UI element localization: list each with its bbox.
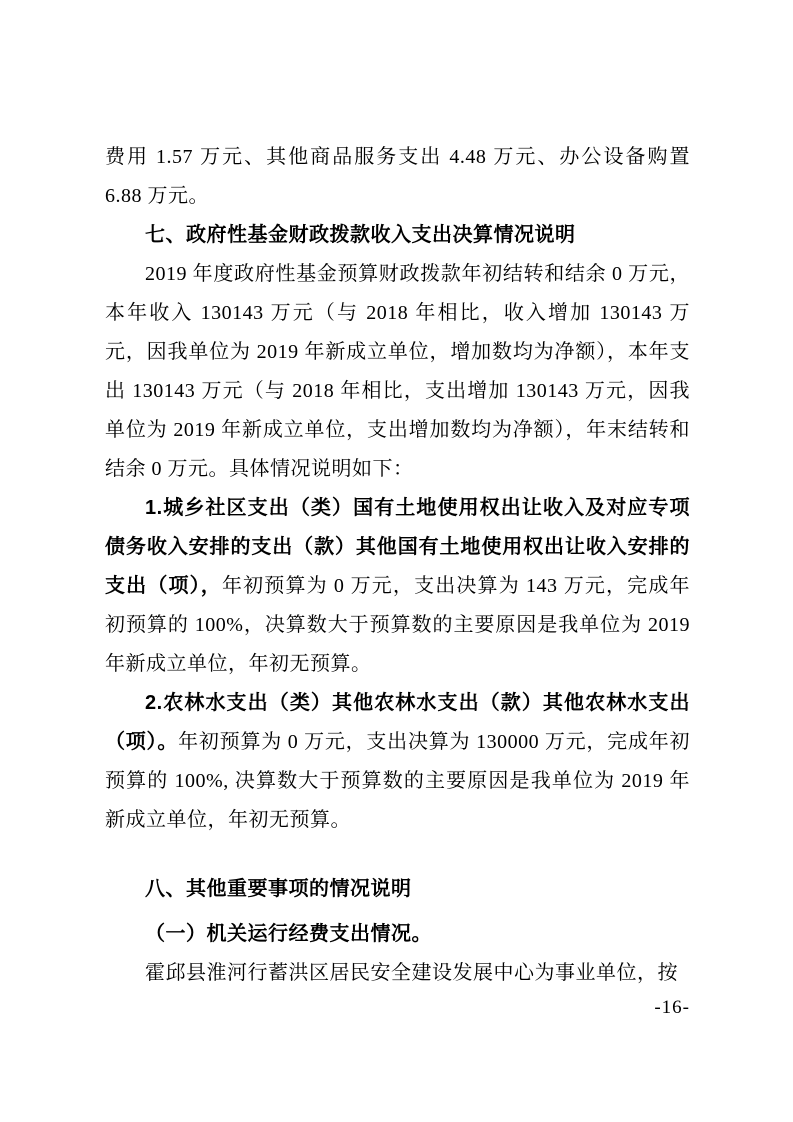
item-2-body: 年初预算为 0 万元，支出决算为 130000 万元，完成年初预算的 100%, 决算数大于预算数的主要原因是我单位为 2019 年新成立单位，年初无预算。	[105, 731, 691, 831]
item-1-paragraph	[105, 489, 690, 684]
page-number: -16-	[654, 997, 690, 1018]
item-1-title: 1.城乡社区支出（类）国有土地使用权出让收入及对应专项债务收入安排的支出（款）其他国有土地使用权出让收入安排的支出（项），	[105, 497, 690, 597]
carryover-paragraph: 费用 1.57 万元、其他商品服务支出 4.48 万元、办公设备购置 6.88 万元。	[105, 146, 690, 207]
item-2-paragraph	[105, 684, 690, 840]
item-1-body: 年初预算为 0 万元，支出决算为 143 万元，完成年初预算的 100%，决算数大于预算数的主要原因是我单位为 2019 年新成立单位，年初无预算。	[105, 575, 691, 675]
section-8-heading: 八、其他重要事项的情况说明	[145, 878, 412, 900]
section-8-1-paragraph: 霍邱县淮河行蓄洪区居民安全建设发展中心为事业单位，按	[145, 962, 678, 984]
section-8-1-subheading: （一）机关运行经费支出情况。	[145, 923, 432, 945]
item-2-title: 2.农林水支出（类）其他农林水支出（款）其他农林水支出（项）。	[105, 692, 690, 753]
section-7-paragraph: 2019 年度政府性基金预算财政拨款年初结转和结余 0 万元，本年收入 130143 万元（与 2018 年相比，收入增加 130143 万元，因我单位为 2019 年新成立单位，增加数均为净额），本年支出 130143 万元（与 2018 年相比，支出增加 130143 万元，因我单位为 2019 年新成立单位，支出增加数均为净额），年末结转和结余 0 万元。具体情况说明如下：	[105, 263, 690, 480]
section-7-heading: 七、政府性基金财政拨款收入支出决算情况说明	[145, 224, 576, 246]
